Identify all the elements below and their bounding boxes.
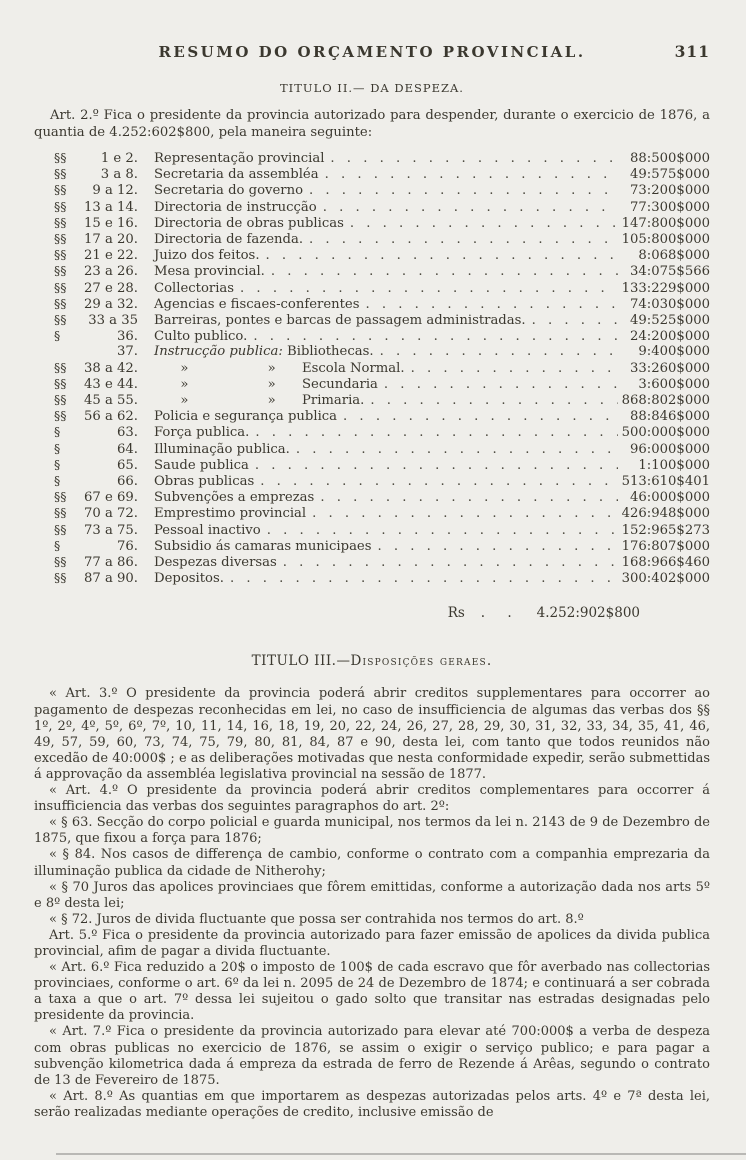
- row-value: 73:200$000: [630, 183, 710, 199]
- budget-row: [34, 505, 710, 521]
- section-range: 21 e 22.: [84, 248, 138, 264]
- row-label: Depositos.: [154, 571, 224, 587]
- row-value: 176:807$000: [621, 538, 710, 554]
- page-number: 311: [674, 42, 710, 61]
- row-label: Emprestimo provincial: [154, 506, 307, 522]
- section-mark: §§: [54, 505, 67, 521]
- body-paragraph: « § 63. Secção do corpo policial e guarda municipal, nos termos da lei n. 2143 de 9 de Dezembro de 1875, que fixou a força para 1876;: [34, 815, 710, 847]
- row-label: Saude publica: [154, 457, 249, 473]
- dot-leader: [224, 571, 618, 586]
- row-value: 500:000$000: [621, 425, 710, 441]
- row-value: 133:229$000: [621, 280, 710, 296]
- section-mark: §§: [54, 489, 67, 505]
- body-paragraph: « § 72. Juros de divida fluctuante que possa ser contrahida nos termos do art. 8.º: [49, 911, 584, 927]
- budget-row: [34, 424, 710, 440]
- section-range: 15 e 16.: [84, 215, 138, 231]
- section-mark: §§: [54, 375, 67, 391]
- section-mark: §§: [54, 198, 67, 214]
- dot-leader: [319, 167, 618, 182]
- row-value: 34:075$566: [630, 264, 710, 280]
- section-mark: §: [54, 440, 61, 456]
- row-label: » » Secundaria: [154, 376, 378, 392]
- dot-leader: [234, 281, 618, 296]
- budget-row: [34, 199, 710, 215]
- dot-leader: [372, 539, 619, 554]
- section-range: 23 a 26.: [84, 264, 138, 280]
- section-mark: §§: [54, 392, 67, 408]
- row-label: Despezas diversas: [154, 555, 277, 571]
- section-mark: §: [54, 456, 61, 472]
- section-range: 3 a 8.: [100, 167, 138, 183]
- budget-row: [34, 344, 710, 359]
- budget-row: [34, 441, 710, 457]
- dot-leader: [378, 377, 618, 392]
- budget-row: [34, 150, 710, 166]
- titulo3-body: [34, 686, 710, 1121]
- dot-leader: [254, 474, 618, 489]
- budget-row: [34, 166, 710, 182]
- row-label: Directoria de instrucção: [154, 199, 317, 215]
- budget-row: [34, 408, 710, 424]
- dot-leader: [364, 393, 618, 408]
- section-mark: §: [54, 473, 61, 489]
- row-value: 49:575$000: [630, 167, 710, 183]
- row-label: Instrucção publica: Bibliothecas.: [154, 344, 374, 360]
- row-value: 513:610$401: [621, 474, 710, 490]
- section-mark: §§: [54, 166, 67, 182]
- section-mark: §§: [54, 263, 67, 279]
- section-range: 17 a 20.: [84, 232, 138, 248]
- row-value: 88:500$000: [630, 151, 710, 166]
- section-range: 64.: [117, 441, 138, 457]
- row-label: Secretaria da assembléa: [154, 167, 319, 183]
- budget-row: [34, 296, 710, 312]
- section-range: 45 a 55.: [84, 393, 138, 409]
- dot-leader: [247, 329, 618, 344]
- budget-row: [34, 489, 710, 505]
- dot-leader: [344, 216, 618, 231]
- section-range: 33 a 35: [88, 313, 138, 329]
- section-range: 70 a 72.: [84, 506, 138, 522]
- row-value: 8:068$000: [638, 248, 710, 264]
- section-mark: §: [54, 537, 61, 553]
- row-label: » » Primaria.: [154, 393, 365, 409]
- row-value: 1:100$000: [638, 457, 710, 473]
- row-value: 9:400$000: [638, 344, 710, 360]
- row-value: 868:802$000: [621, 393, 710, 409]
- section-range: 37.: [117, 344, 138, 360]
- section-range: 38 a 42.: [84, 360, 138, 376]
- dot-leader: [249, 425, 618, 440]
- dot-leader: [324, 151, 618, 166]
- budget-row: [34, 215, 710, 231]
- budget-row: [34, 328, 710, 344]
- total-value: 4.252:902$800: [536, 605, 640, 622]
- dot-leader: [261, 523, 618, 538]
- dot-leader: [260, 248, 618, 263]
- section-mark: §§: [54, 295, 67, 311]
- dot-leader: [277, 555, 618, 570]
- section-mark: §§: [54, 554, 67, 570]
- row-value: 300:402$000: [621, 571, 710, 587]
- budget-row: [34, 554, 710, 570]
- dot-leader: [317, 200, 618, 215]
- section-range: 27 e 28.: [84, 280, 138, 296]
- row-value: 24:200$000: [630, 329, 710, 345]
- section-range: 66.: [117, 474, 138, 490]
- section-range: 77 a 86.: [84, 555, 138, 571]
- section-range: 13 a 14.: [84, 199, 138, 215]
- section-range: 1 e 2.: [100, 151, 138, 166]
- dot-leader: [249, 458, 618, 473]
- dot-leader: [526, 313, 618, 328]
- total-label: Rs: [447, 605, 465, 622]
- section-range: 73 a 75.: [84, 522, 138, 538]
- row-value: 426:948$000: [621, 506, 710, 522]
- budget-table: [34, 150, 710, 586]
- dot-leader: [306, 506, 618, 521]
- budget-row: [34, 473, 710, 489]
- section-mark: §§: [54, 521, 67, 537]
- row-label: Illuminação publica.: [154, 441, 290, 457]
- row-label: Agencias e fiscaes-conferentes: [154, 296, 360, 312]
- body-paragraph: Art. 5.º Fica o presidente da provincia autorizado para fazer emissão de apolices da divida publica provincial, afim de pagar a divida fluctuante.: [34, 927, 710, 959]
- titulo2-heading: TITULO II.— DA DESPEZA.: [280, 81, 464, 95]
- section-mark: §§: [54, 231, 67, 247]
- row-value: 88:846$000: [630, 409, 710, 425]
- dot-leader: [405, 361, 618, 376]
- row-label: Culto publico.: [154, 329, 248, 345]
- page-header: [34, 42, 710, 61]
- section-range: 87 a 90.: [84, 571, 138, 587]
- section-range: 36.: [117, 329, 138, 345]
- budget-row: [34, 231, 710, 247]
- section-mark: §: [54, 424, 61, 440]
- row-value: 105:800$000: [621, 232, 710, 248]
- section-range: 56 a 62.: [84, 409, 138, 425]
- total-dots: . .: [480, 605, 521, 622]
- section-mark: §§: [54, 150, 67, 165]
- row-label: Representação provincial: [154, 151, 325, 166]
- budget-row: [34, 392, 710, 408]
- row-label: Policia e segurança publica: [154, 409, 338, 425]
- row-label-italic: Instrucção publica:: [154, 344, 283, 360]
- budget-row: [34, 457, 710, 473]
- body-paragraph: « Art. 3.º O presidente da provincia poderá abrir creditos supplementares para occorrer ao pagamento de despezas reconhecidas em lei, no caso de insufficiencia de algumas das verbas dos §§ 1º, 2º, 4º, 5º, 6º, 7º, 10, 11, 14, 16, 18, 19, 20, 22, 24, 26, 27, 28, 29, 30, 31, 32, 33, 34, 35, 41, 46, 49, 57, 59, 60, 73, 74, 75, 79, 80, 81, 84, 87 e 90, desta lei, com tanto que todos reunidos não excedão de 40:000$ ; e as deliberações motivadas que nesta conformidade expedir, serão submettidas á approvação da assembléa legislativa provincial na sessão de 1877.: [34, 686, 710, 782]
- row-value: 77:300$000: [630, 199, 710, 215]
- budget-row: [34, 570, 710, 586]
- budget-row: [34, 538, 710, 554]
- row-label: Pessoal inactivo: [154, 522, 261, 538]
- budget-row: [34, 376, 710, 392]
- row-label: Directoria de obras publicas: [154, 215, 344, 231]
- row-value: 3:600$000: [638, 376, 710, 392]
- row-label: » » Escola Normal.: [154, 360, 405, 376]
- section-mark: §§: [54, 408, 67, 424]
- page-title: RESUMO DO ORÇAMENTO PROVINCIAL.: [158, 43, 586, 61]
- budget-row: [34, 263, 710, 279]
- section-range: 76.: [117, 538, 138, 554]
- row-value: 96:000$000: [630, 441, 710, 457]
- budget-row: [34, 182, 710, 198]
- body-paragraph: « Art. 8.º As quantias em que importarem as despezas autorizadas pelos arts. 4º e 7ª desta lei, serão realizadas mediante operações de credito, inclusive emissão de: [34, 1088, 710, 1120]
- row-label: Mesa provincial.: [154, 264, 265, 280]
- section-range: 29 a 32.: [84, 296, 138, 312]
- dot-leader: [314, 490, 618, 505]
- body-paragraph: « Art. 7.º Fica o presidente da provincia autorizado para elevar até 700:000$ a verba de despeza com obras publicas no exercicio de 1876, se assim o exigir o serviço publico; e para pagar a subvenção kilometrica dada á empreza da estrada de ferro de Rezende á Arêas, segundo o contrato de 13 de Fevereiro de 1875.: [34, 1024, 710, 1088]
- row-value: 147:800$000: [621, 215, 710, 231]
- section-range: 65.: [117, 457, 138, 473]
- row-value: 46:000$000: [630, 490, 710, 506]
- row-label: Collectorias: [154, 280, 235, 296]
- body-paragraph: « § 84. Nos casos de differença de cambio, conforme o contrato com a companhia emprezaria da illuminação publica da cidade de Nitherohy;: [34, 847, 710, 879]
- row-label: Secretaria do governo: [154, 183, 304, 199]
- row-label: Barreiras, pontes e barcas de passagem administradas.: [154, 313, 526, 329]
- row-label: Subsidio ás camaras municipaes: [154, 538, 372, 554]
- section-mark: §§: [54, 214, 67, 230]
- section-range: 9 a 12.: [92, 183, 138, 199]
- titulo3-heading: [34, 653, 710, 669]
- dot-leader: [265, 264, 618, 279]
- dot-leader: [290, 442, 618, 457]
- section-mark: §§: [54, 279, 67, 295]
- row-label: Directoria de fazenda.: [154, 232, 304, 248]
- section-mark: §§: [54, 570, 67, 586]
- budget-row: [34, 522, 710, 538]
- titulo3-heading-prefix: TITULO III.—: [251, 653, 351, 670]
- section-range: 43 e 44.: [84, 376, 138, 392]
- total-row: [34, 605, 710, 621]
- budget-row: [34, 360, 710, 376]
- art2-intro: Art. 2.º Fica o presidente da provincia autorizado para despender, durante o exercicio de 1876, a quantia de 4.252:602$800, pela maneira seguinte:: [34, 108, 710, 140]
- row-label: Obras publicas: [154, 474, 255, 490]
- row-value: 49:525$000: [630, 313, 710, 329]
- body-paragraph: « § 70 Juros das apolices provinciaes que fôrem emittidas, conforme a autorização dada nos arts 5º e 8º desta lei;: [34, 879, 710, 911]
- titulo3-heading-title: Disposições geraes.: [350, 653, 493, 670]
- budget-row: [34, 247, 710, 263]
- body-paragraph: « Art. 4.º O presidente da provincia poderá abrir creditos complementares para occorrer á insufficiencia das verbas dos seguintes paragraphos do art. 2º:: [34, 783, 710, 815]
- row-label: Força publica.: [154, 425, 250, 441]
- section-range: 63.: [117, 425, 138, 441]
- row-label: Subvenções a emprezas: [154, 490, 315, 506]
- row-value: 74:030$000: [630, 296, 710, 312]
- dot-leader: [374, 344, 618, 359]
- section-mark: §§: [54, 312, 67, 328]
- budget-row: [34, 312, 710, 328]
- row-value: 168:966$460: [621, 555, 710, 571]
- section-mark: §§: [54, 247, 67, 263]
- section-mark: §§: [54, 182, 67, 198]
- scan-edge-artifact: [56, 1153, 746, 1155]
- dot-leader: [303, 232, 618, 247]
- dot-leader: [303, 183, 618, 198]
- section-mark: §: [54, 328, 61, 344]
- row-label: Juizo dos feitos.: [154, 248, 260, 264]
- budget-row: [34, 280, 710, 296]
- section-mark: §§: [54, 359, 67, 375]
- section-range: 67 e 69.: [84, 490, 138, 506]
- dot-leader: [337, 409, 618, 424]
- row-value: 152:965$273: [621, 522, 710, 538]
- dot-leader: [360, 297, 618, 312]
- row-value: 33:260$000: [630, 360, 710, 376]
- body-paragraph: « Art. 6.º Fica reduzido a 20$ o imposto de 100$ de cada escravo que fôr averbado nas collectorias provinciaes, conforme o art. 6º da lei n. 2095 de 24 de Dezembro de 1874; e continuará a ser cobrada a taxa a que o art. 7º dessa lei sujeitou o gado solto que transitar nas estradas designadas pelo presidente da provincia.: [34, 960, 710, 1024]
